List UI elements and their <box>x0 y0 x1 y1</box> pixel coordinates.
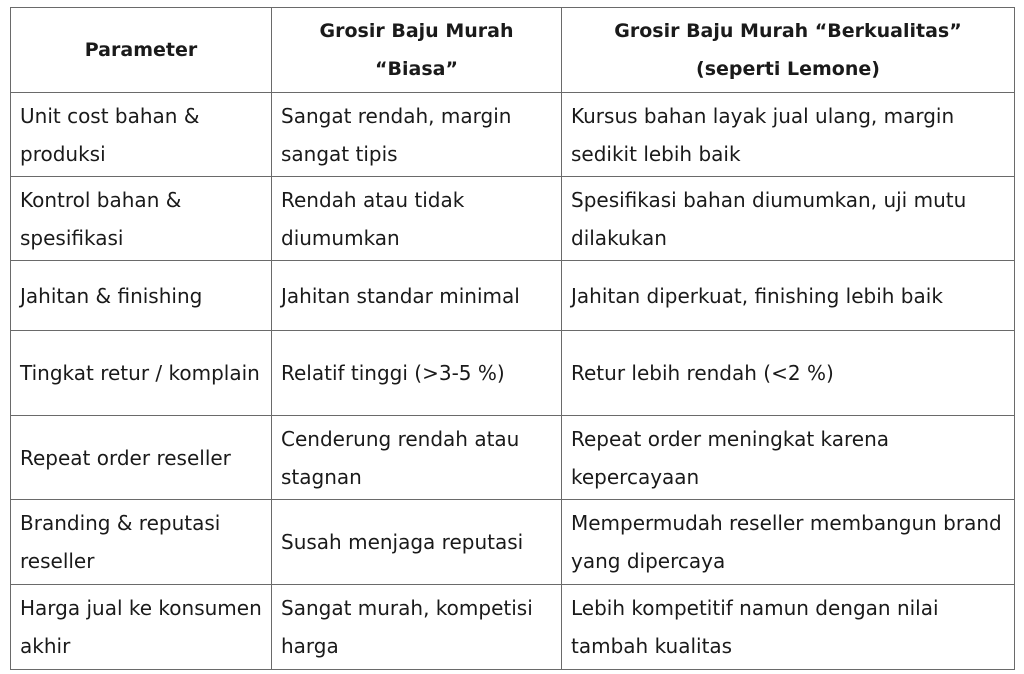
cell-berkualitas: Spesifikasi bahan diumumkan, uji mutu dilakukan <box>562 177 1015 261</box>
cell-parameter: Repeat order reseller <box>11 416 272 500</box>
cell-biasa: Sangat rendah, margin sangat tipis <box>272 93 562 177</box>
cell-biasa: Relatif tinggi (>3-5 %) <box>272 331 562 416</box>
table-row <box>11 331 1015 416</box>
cell-biasa: Rendah atau tidak diumumkan <box>272 177 562 261</box>
table-header-row <box>11 8 1015 93</box>
cell-berkualitas: Mempermudah reseller membangun brand yang dipercaya <box>562 500 1015 585</box>
cell-berkualitas: Repeat order meningkat karena kepercayaan <box>562 416 1015 500</box>
table-row <box>11 177 1015 261</box>
cell-parameter: Branding & reputasi reseller <box>11 500 272 585</box>
header-berkualitas: Grosir Baju Murah “Berkualitas” (seperti Lemone) <box>562 8 1015 93</box>
comparison-table <box>10 7 1015 670</box>
table-row <box>11 93 1015 177</box>
cell-parameter: Unit cost bahan & produksi <box>11 93 272 177</box>
cell-berkualitas: Lebih kompetitif namun dengan nilai tambah kualitas <box>562 585 1015 670</box>
cell-biasa: Cenderung rendah atau stagnan <box>272 416 562 500</box>
table-row <box>11 416 1015 500</box>
cell-biasa: Susah menjaga reputasi <box>272 500 562 585</box>
cell-berkualitas: Kursus bahan layak jual ulang, margin sedikit lebih baik <box>562 93 1015 177</box>
table-row <box>11 500 1015 585</box>
cell-parameter: Kontrol bahan & spesifikasi <box>11 177 272 261</box>
header-biasa: Grosir Baju Murah “Biasa” <box>272 8 562 93</box>
table-row <box>11 585 1015 670</box>
cell-berkualitas: Jahitan diperkuat, finishing lebih baik <box>562 261 1015 331</box>
header-parameter: Parameter <box>11 8 272 93</box>
table-row <box>11 261 1015 331</box>
cell-parameter: Tingkat retur / komplain <box>11 331 272 416</box>
cell-biasa: Jahitan standar minimal <box>272 261 562 331</box>
cell-parameter: Harga jual ke konsumen akhir <box>11 585 272 670</box>
cell-parameter: Jahitan & finishing <box>11 261 272 331</box>
comparison-table-container <box>10 7 1014 670</box>
cell-biasa: Sangat murah, kompetisi harga <box>272 585 562 670</box>
cell-berkualitas: Retur lebih rendah (<2 %) <box>562 331 1015 416</box>
